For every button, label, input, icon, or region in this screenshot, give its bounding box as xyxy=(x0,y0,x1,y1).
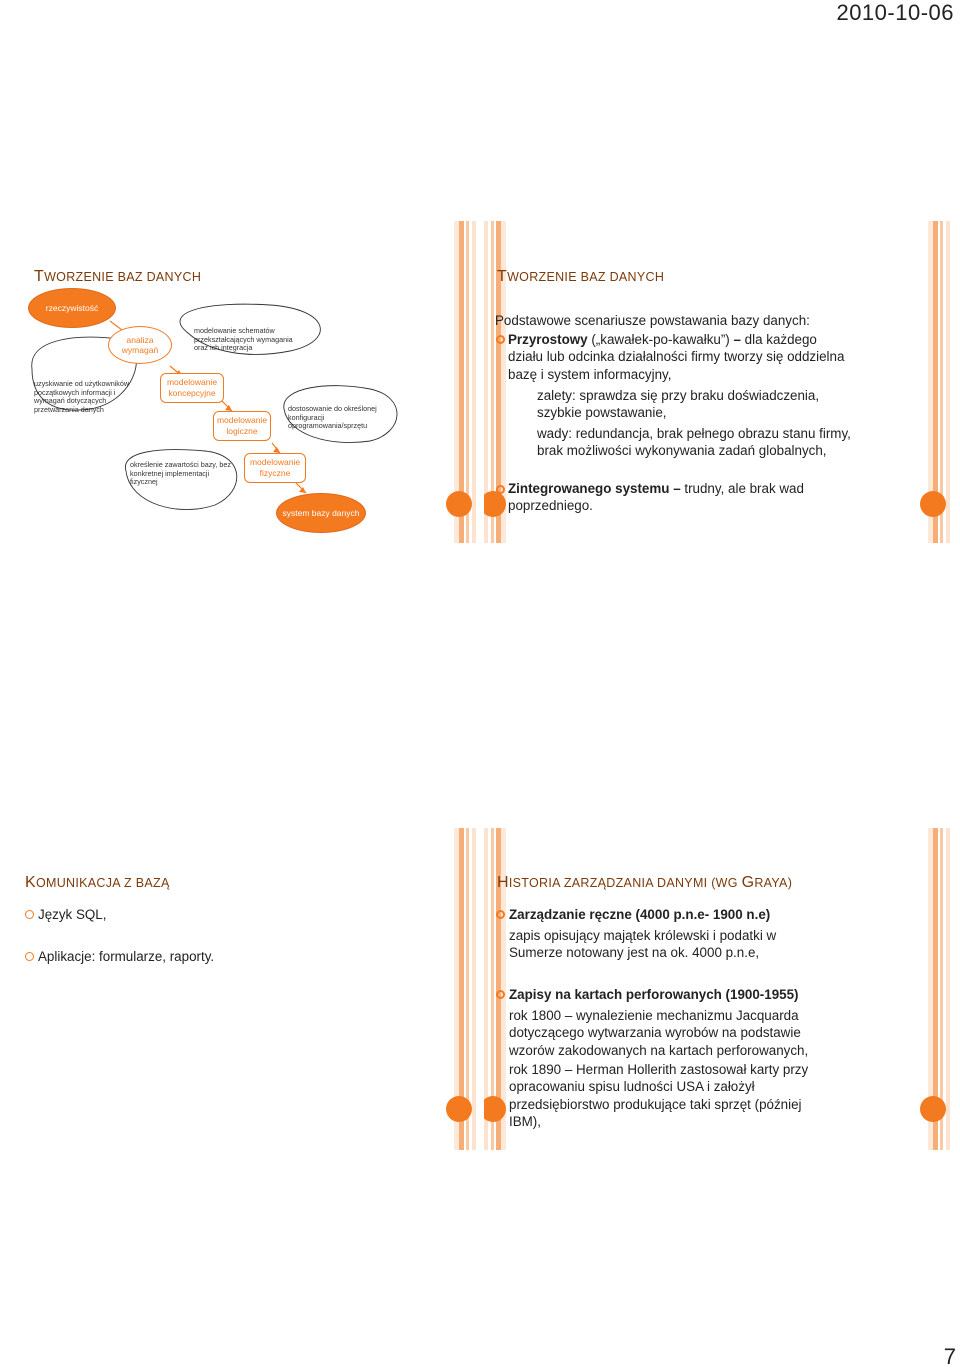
slide-decoration-dot xyxy=(920,491,946,517)
list-item-zarzadzanie-reczne: Zarządzanie ręczne (4000 p.n.e- 1900 n.e) xyxy=(509,907,771,922)
bullet-icon xyxy=(496,910,505,919)
node-modelowanie-logiczne: modelowanie logiczne xyxy=(213,411,271,441)
list-item-aplikacje: Aplikacje: formularze, raporty. xyxy=(38,949,215,964)
note-uzyskiwanie: uzyskiwanie od użytkowników początkowych informacji i wymagań dotyczących przetwarzania danych xyxy=(34,379,130,414)
slide-title: HISTORIA ZARZĄDZANIA DANYMI (WG GRAYA) xyxy=(497,874,793,891)
slide-2 xyxy=(484,221,950,543)
slide-title: TWORZENIE BAZ DANYCH xyxy=(497,268,665,285)
karty-hollerith-text: rok 1890 – Herman Hollerith zastosował karty przy opracowaniu spisu ludności USA i założył przedsiębiorstwo produkujące taki sprzęt (później IBM), xyxy=(509,1062,809,1130)
note-okreslenie: określenie zawartości bazy, bez konkretnej implementacji fizycznej xyxy=(130,460,231,487)
slide-4 xyxy=(484,828,950,1150)
slide-decoration-dot xyxy=(446,1096,472,1122)
karty-jacquard-text: rok 1800 – wynalezienie mechanizmu Jacquarda dotyczącego wytwarzania wyrobów na podstawie wzorów zakodowanych na kartach perforowanych, xyxy=(509,1008,809,1058)
slide-decoration-dot xyxy=(920,1096,946,1122)
list-item-przyrostowy: Przyrostowy („kawałek-po-kawałku”) – dla każdego działu lub odcinka działalności firmy tworzy się oddzielna bazę i system informacyjny, xyxy=(508,332,845,382)
slide-1 xyxy=(10,221,476,543)
bullet-icon xyxy=(496,335,505,344)
node-modelowanie-koncepcyjne: modelowanie koncepcyjne xyxy=(160,373,224,403)
list-item-zintegrowany: Zintegrowanego systemu – trudny, ale brak wad poprzedniego. xyxy=(508,481,804,514)
zarzadzanie-reczne-text: zapis opisujący majątek królewski i podatki w Sumerze notowany jest na ok. 4000 p.n.e, xyxy=(509,928,777,961)
slide-title: TWORZENIE BAZ DANYCH xyxy=(34,268,202,285)
header-date: 2010-10-06 xyxy=(836,0,954,25)
list-item-karty-perforowane: Zapisy na kartach perforowanych (1900-1955) xyxy=(509,987,799,1002)
bullet-icon xyxy=(25,952,34,961)
node-analiza-wymagan: analiza wymagań xyxy=(108,326,172,364)
node-rzeczywistosc: rzeczywistość xyxy=(28,288,116,328)
page-number: 7 xyxy=(943,1344,956,1369)
bullet-icon xyxy=(496,990,505,999)
slide-3 xyxy=(10,828,476,1150)
node-modelowanie-fizyczne: modelowanie fizyczne xyxy=(244,453,306,483)
note-modelowanie-schematow: modelowanie schematów przekształcających wymagania oraz ich integracja xyxy=(194,326,293,353)
bullet-icon xyxy=(25,910,34,919)
zalety-text: zalety: sprawdza się przy braku doświadczenia, szybkie powstawanie, xyxy=(537,388,820,421)
bullet-icon xyxy=(496,485,505,494)
list-item-sql: Język SQL, xyxy=(38,907,107,922)
note-dostosowanie: dostosowanie do określonej konfiguracji oprogramowania/sprzętu xyxy=(288,404,377,431)
wady-text: wady: redundancja, brak pełnego obrazu stanu firmy, brak możliwości wykonywania zadań globalnych, xyxy=(537,426,851,459)
node-system-bazy-danych: system bazy danych xyxy=(276,493,366,533)
slide-title: KOMUNIKACJA Z BAZĄ xyxy=(25,874,170,891)
intro-text: Podstawowe scenariusze powstawania bazy danych: xyxy=(495,313,810,328)
database-design-diagram xyxy=(10,221,476,543)
